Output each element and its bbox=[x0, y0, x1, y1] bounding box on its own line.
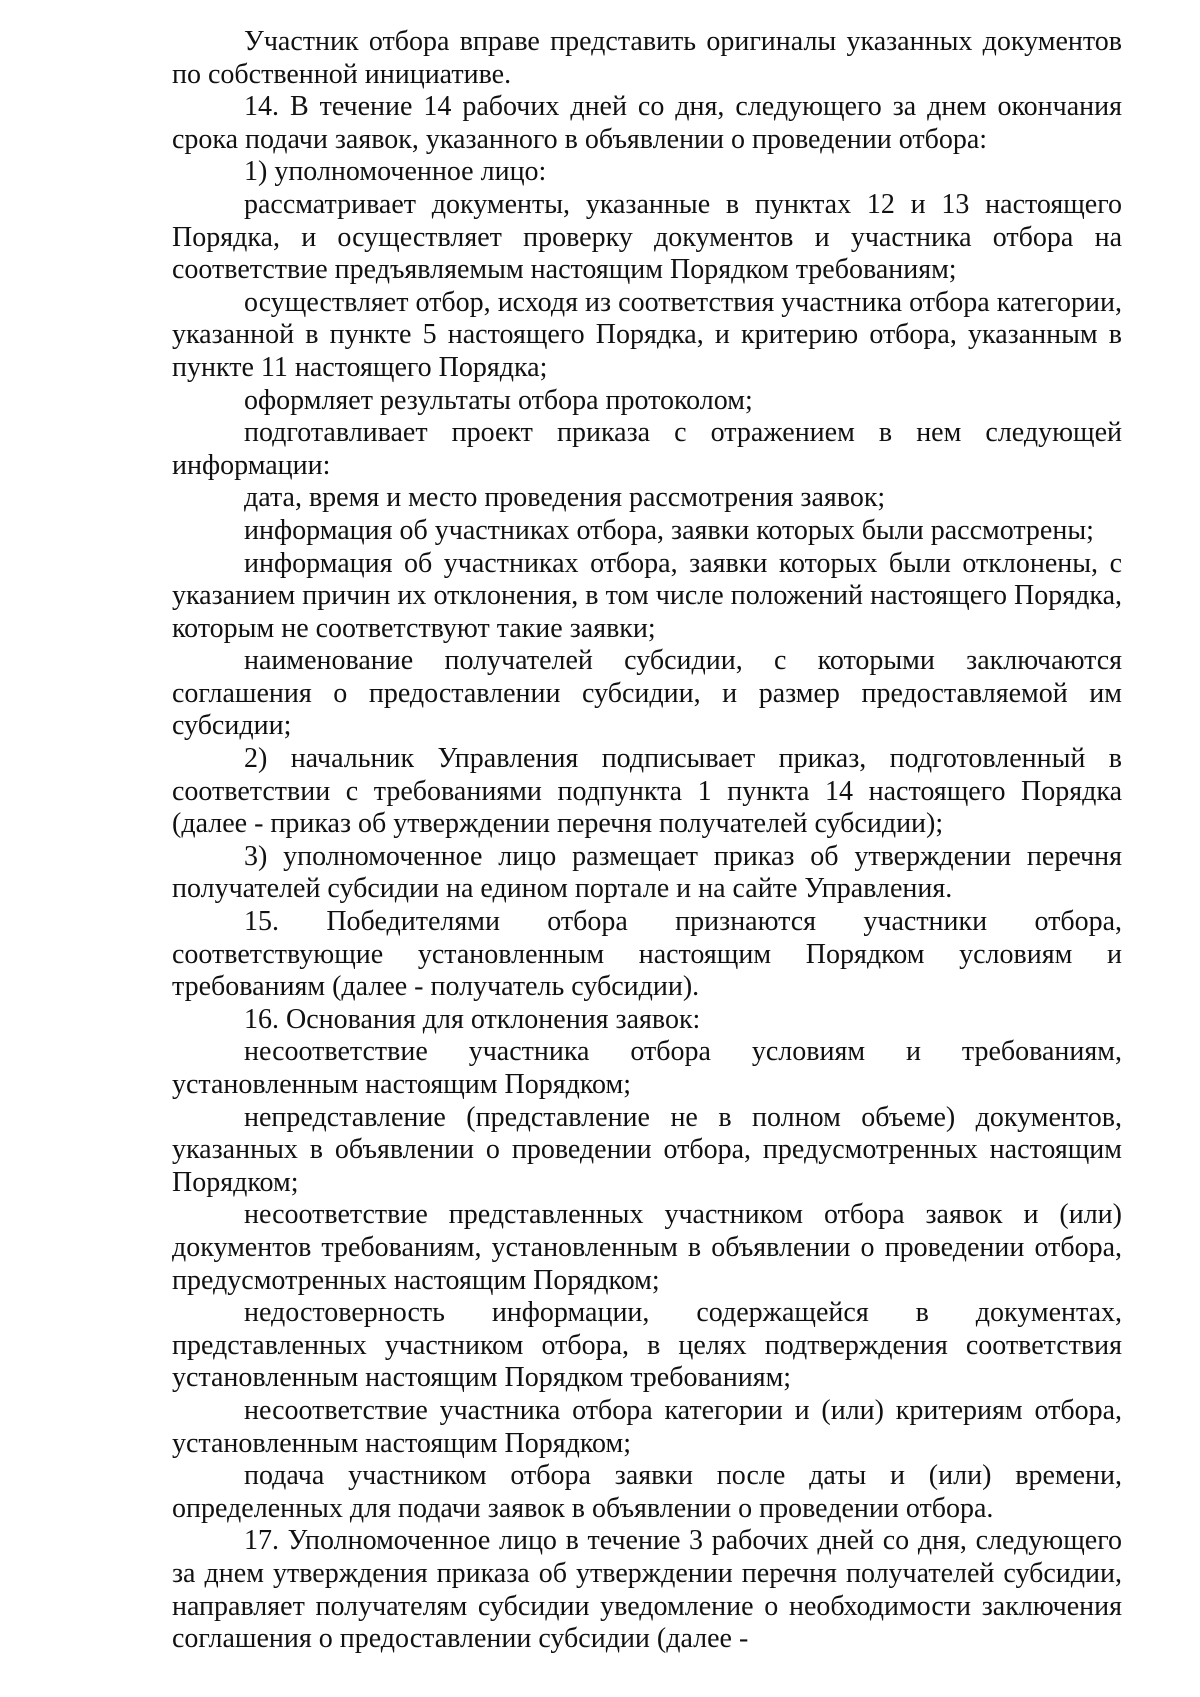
document-page bbox=[172, 26, 1122, 1656]
paragraph-12: 2) начальник Управления подписывает приказ, подготовленный в соответствии с требованиями подпункта 1 пункта 14 настоящего Порядка (далее - приказ об утверждении перечня получателей субсидии); bbox=[172, 743, 1122, 840]
paragraph-8: дата, время и место проведения рассмотрения заявок; bbox=[244, 482, 886, 514]
paragraph-11: наименование получателей субсидии, с которыми заключаются соглашения о предоставлении субсидии, и размер предоставляемой им субсидии; bbox=[172, 645, 1122, 742]
paragraph-18: несоответствие представленных участником отбора заявок и (или) документов требованиям, установленным в объявлении о проведении отбора, предусмотренных настоящим Порядком; bbox=[172, 1199, 1122, 1296]
paragraph-14: 15. Победителями отбора признаются участники отбора, соответствующие установленным настоящим Порядком условиям и требованиям (далее - получатель субсидии). bbox=[172, 906, 1122, 1003]
paragraph-19: недостоверность информации, содержащейся в документах, представленных участником отбора, в целях подтверждения соответствия установленным настоящим Порядком требованиям; bbox=[172, 1297, 1122, 1394]
paragraph-4: рассматривает документы, указанные в пунктах 12 и 13 настоящего Порядка, и осуществляет проверку документов и участника отбора на соответствие предъявляемым настоящим Порядком требованиям; bbox=[172, 188, 1122, 286]
paragraph-21: подача участником отбора заявки после даты и (или) времени, определенных для подачи заявок в объявлении о проведении отбора. bbox=[172, 1460, 1122, 1524]
paragraph-16: несоответствие участника отбора условиям и требованиям, установленным настоящим Порядком; bbox=[172, 1036, 1122, 1100]
paragraph-13: 3) уполномоченное лицо размещает приказ об утверждении перечня получателей субсидии на едином портале и на сайте Управления. bbox=[172, 840, 1122, 905]
paragraph-20: несоответствие участника отбора категории и (или) критериям отбора, установленным настоящим Порядком; bbox=[172, 1394, 1122, 1459]
paragraph-1: Участник отбора вправе представить оригиналы указанных документов по собственной инициативе. bbox=[172, 26, 1122, 90]
paragraph-10: информация об участниках отбора, заявки которых были отклонены, с указанием причин их отклонения, в том числе положений настоящего Порядка, которым не соответствуют такие заявки; bbox=[172, 547, 1122, 644]
paragraph-6: оформляет результаты отбора протоколом; bbox=[244, 384, 753, 416]
paragraph-2: 14. В течение 14 рабочих дней со дня, следующего за днем окончания срока подачи заявок, указанного в объявлении о проведении отбора: bbox=[172, 91, 1122, 155]
paragraph-17: непредставление (представление не в полном объеме) документов, указанных в объявлении о проведении отбора, предусмотренных настоящим Порядком; bbox=[172, 1101, 1122, 1198]
paragraph-22: 17. Уполномоченное лицо в течение 3 рабочих дней со дня, следующего за днем утверждения приказа об утверждении перечня получателей субсидии, направляет получателям субсидии уведомление о необходимости заключения соглашения о предоставлении субсидии (далее - bbox=[172, 1525, 1122, 1655]
paragraph-3: 1) уполномоченное лицо: bbox=[244, 156, 547, 188]
paragraph-15: 16. Основания для отклонения заявок: bbox=[244, 1003, 701, 1035]
paragraph-9: информация об участниках отбора, заявки которых были рассмотрены; bbox=[244, 514, 1094, 546]
paragraph-7: подготавливает проект приказа с отражением в нем следующей информации: bbox=[172, 417, 1122, 481]
paragraph-5: осуществляет отбор, исходя из соответствия участника отбора категории, указанной в пункте 5 настоящего Порядка, и критерию отбора, указанным в пункте 11 настоящего Порядка; bbox=[172, 286, 1122, 383]
